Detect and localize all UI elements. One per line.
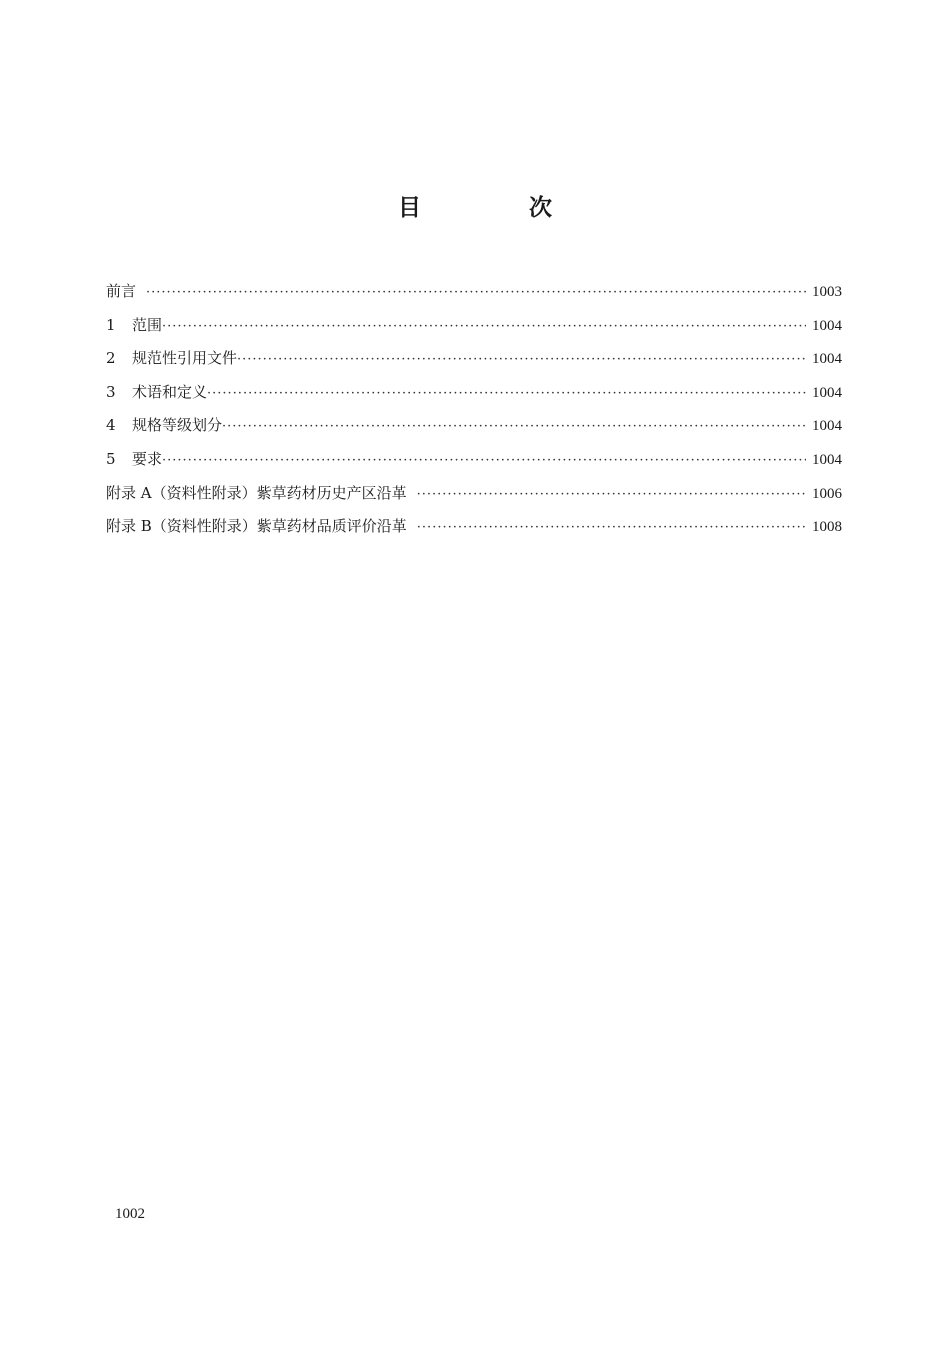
toc-entry-page: 1003: [812, 284, 842, 300]
toc-entry-page: 1004: [812, 317, 842, 334]
toc-entry-number: 3: [106, 382, 116, 401]
toc-entry-page: 1004: [812, 418, 842, 435]
toc-entry-page: 1008: [812, 519, 842, 536]
toc-entry-number: 1: [106, 315, 116, 334]
toc-dot-leader: [222, 416, 806, 438]
toc-entry-label: 前言: [106, 282, 137, 300]
toc-dot-leader: [146, 282, 806, 304]
toc-entry-number: 4: [106, 416, 116, 435]
toc-entry-label: 要求: [132, 449, 163, 468]
toc-dot-leader: [162, 316, 806, 338]
toc-entry-foreword[interactable]: [106, 280, 842, 314]
page-number: 1002: [115, 1206, 145, 1222]
toc-dot-leader: [162, 450, 806, 472]
toc-entry-page: 1006: [812, 485, 842, 502]
toc-dot-leader: [417, 517, 806, 539]
toc-entry-grade-classification[interactable]: [106, 414, 842, 448]
toc-dot-leader: [207, 383, 806, 405]
toc-list: [106, 280, 842, 549]
toc-entry-normative-references[interactable]: [106, 347, 842, 381]
toc-dot-leader: [237, 349, 806, 371]
toc-entry-terms-definitions[interactable]: [106, 381, 842, 415]
toc-entry-page: 1004: [812, 451, 842, 468]
toc-entry-label: 术语和定义: [132, 382, 208, 401]
toc-entry-page: 1004: [812, 384, 842, 401]
toc-entry-requirements[interactable]: [106, 448, 842, 482]
toc-entry-appendix-a[interactable]: [106, 482, 842, 516]
toc-entry-label: 范围: [132, 315, 163, 334]
toc-entry-page: 1004: [812, 351, 842, 368]
toc-entry-appendix-b[interactable]: [106, 515, 842, 549]
toc-title: 目 次: [397, 195, 602, 221]
toc-entry-scope[interactable]: [106, 314, 842, 348]
toc-dot-leader: [417, 484, 806, 506]
toc-entry-label: 规格等级划分: [132, 416, 223, 435]
toc-entry-label: 附录 A（资料性附录）紫草药材历史产区沿革: [106, 483, 407, 502]
toc-entry-number: 5: [106, 449, 116, 468]
toc-entry-number: 2: [106, 349, 116, 368]
toc-entry-label: 附录 B（资料性附录）紫草药材品质评价沿革: [106, 517, 407, 536]
toc-entry-label: 规范性引用文件: [132, 349, 238, 368]
